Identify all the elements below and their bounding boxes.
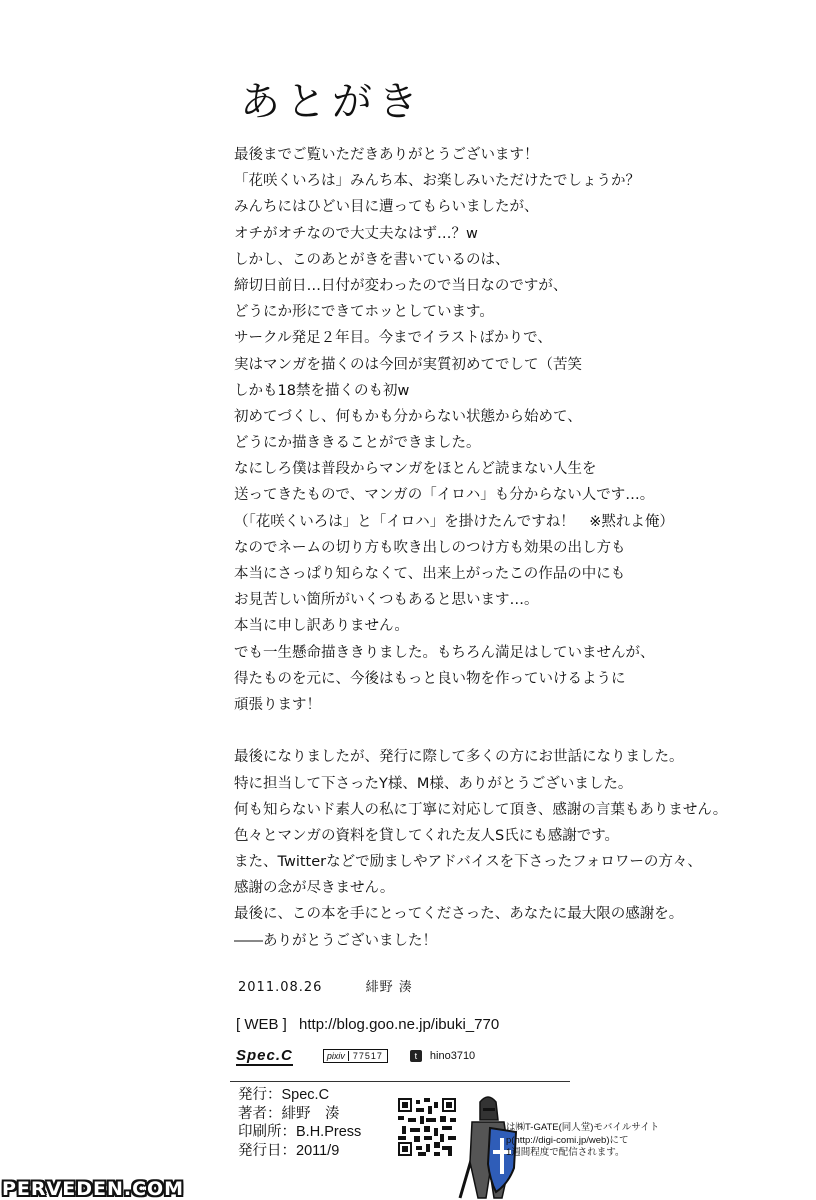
body-line: しかし、このあとがきを書いているのは、 — [234, 251, 510, 268]
thanks-line: 特に担当して下さったY様、M様、ありがとうございました。 — [234, 775, 633, 792]
body-line: サークル発足２年目。今までイラストばかりで、 — [234, 330, 552, 347]
body-line: 本当にさっぱり知らなくて、出来上がったこの作品の中にも — [234, 566, 626, 582]
colophon-value: Spec.C — [281, 1087, 330, 1103]
thanks-line: 色々とマンガの資料を貸してくれた友人S氏にも感謝です。 — [234, 827, 620, 844]
pixiv-label: pixiv — [324, 1051, 349, 1061]
body-line: 頑張ります！ — [234, 696, 321, 713]
body-line: 「花咲くいろは」みんち本、お楽しみいただけたでしょうか？ — [234, 173, 640, 190]
thanks-line: 何も知らないド素人の私に丁寧に対応して頂き、感謝の言葉もありません。 — [234, 801, 728, 818]
colophon-key: 著者： — [238, 1105, 282, 1122]
mobile-distribution-note — [506, 1122, 659, 1160]
thanks-line: また、Twitterなどで励ましやアドバイスを下さったフォロワーの方々、 — [234, 854, 702, 871]
body-line: 最後までご覧いただきありがとうございます！ — [234, 147, 539, 163]
body-line: 送ってきたもので、マンガの「イロハ」も分からない人です…。 — [234, 487, 655, 504]
body-line: お見苦しい箇所がいくつもあると思います…。 — [234, 592, 539, 609]
colophon-row — [238, 1105, 361, 1124]
colophon-key: 発行： — [238, 1087, 282, 1103]
colophon-value: 緋野 湊 — [281, 1105, 340, 1122]
mobile-note-line: p(http://digi-comi.jp/web)にて — [506, 1134, 629, 1146]
colophon-row — [238, 1123, 361, 1142]
body-line: でも一生懸命描ききりました。もちろん満足はしていませんが、 — [234, 644, 655, 661]
body-line: みんちにはひどい目に遭ってもらいましたが、 — [234, 199, 539, 216]
body-line: オチがオチなので大丈夫なはず…？w — [234, 225, 478, 242]
colophon-row — [238, 1142, 361, 1161]
circle-logo: Spec.C — [236, 1046, 293, 1064]
web-url-link[interactable]: http://blog.goo.ne.jp/ibuki_770 — [299, 1016, 500, 1033]
thanks-line: 感謝の念が尽きません。 — [234, 880, 395, 897]
web-label: [ WEB ] — [236, 1016, 287, 1033]
body-line: （「花咲くいろは」と「イロハ」を掛けたんですね！ ※黙れよ俺） — [234, 513, 674, 530]
logo-row — [236, 1046, 475, 1066]
signature-author: 緋野 湊 — [365, 980, 413, 995]
body-line: 実はマンガを描くのは今回が実質初めてでして（苦笑 — [234, 356, 582, 373]
twitter-badge[interactable] — [410, 1050, 475, 1062]
thanks-line: 最後になりましたが、発行に際して多くの方にお世話になりました。 — [234, 749, 684, 766]
body-line: 本当に申し訳ありません。 — [234, 618, 409, 635]
afterword-body — [234, 142, 794, 954]
signature — [238, 976, 451, 995]
body-line: 初めてづくし、何もかも分からない状態から始めて、 — [234, 408, 582, 425]
divider — [230, 1081, 570, 1082]
mobile-note-line: は㈱T-GATE(同人堂)モバイルサイト — [506, 1122, 660, 1133]
colophon — [238, 1086, 361, 1160]
qr-code-icon — [398, 1098, 456, 1156]
pixiv-badge[interactable] — [323, 1049, 388, 1063]
page-title: あとがき — [240, 79, 424, 125]
colophon-value: B.H.Press — [296, 1124, 362, 1140]
web-info — [236, 1016, 499, 1033]
body-line: なにしろ僕は普段からマンガをほとんど読まない人生を — [234, 461, 597, 478]
twitter-id: hino3710 — [429, 1050, 476, 1062]
body-line: 締切日前日…日付が変わったので当日なのですが、 — [234, 277, 568, 294]
body-line: なのでネームの切り方も吹き出しのつけ方も効果の出し方も — [234, 539, 626, 556]
thanks-line: ――ありがとうございました！ — [234, 932, 437, 949]
colophon-row — [238, 1086, 361, 1105]
paragraph-gap — [234, 718, 794, 744]
pixiv-id: 77517 — [352, 1051, 383, 1061]
body-line: どうにか形にできてホッとしています。 — [234, 304, 494, 321]
thanks-line: 最後に、この本を手にとってくださった、あなたに最大限の感謝を。 — [234, 906, 684, 923]
body-line: しかも18禁を描くのも初w — [234, 382, 410, 399]
mobile-note-line: 1週間程度で配信されます。 — [506, 1147, 625, 1158]
colophon-key: 発行日： — [238, 1142, 296, 1159]
colophon-key: 印刷所： — [238, 1124, 296, 1140]
body-line: 得たものを元に、今後はもっと良い物を作っていけるように — [234, 670, 626, 687]
signature-date: 2011.08.26 — [238, 980, 323, 995]
body-line: どうにか描ききることができました。 — [234, 435, 481, 452]
colophon-value: 2011/9 — [296, 1142, 340, 1159]
twitter-icon: t — [410, 1050, 422, 1062]
watermark: PERVEDEN.COM — [2, 1178, 185, 1200]
